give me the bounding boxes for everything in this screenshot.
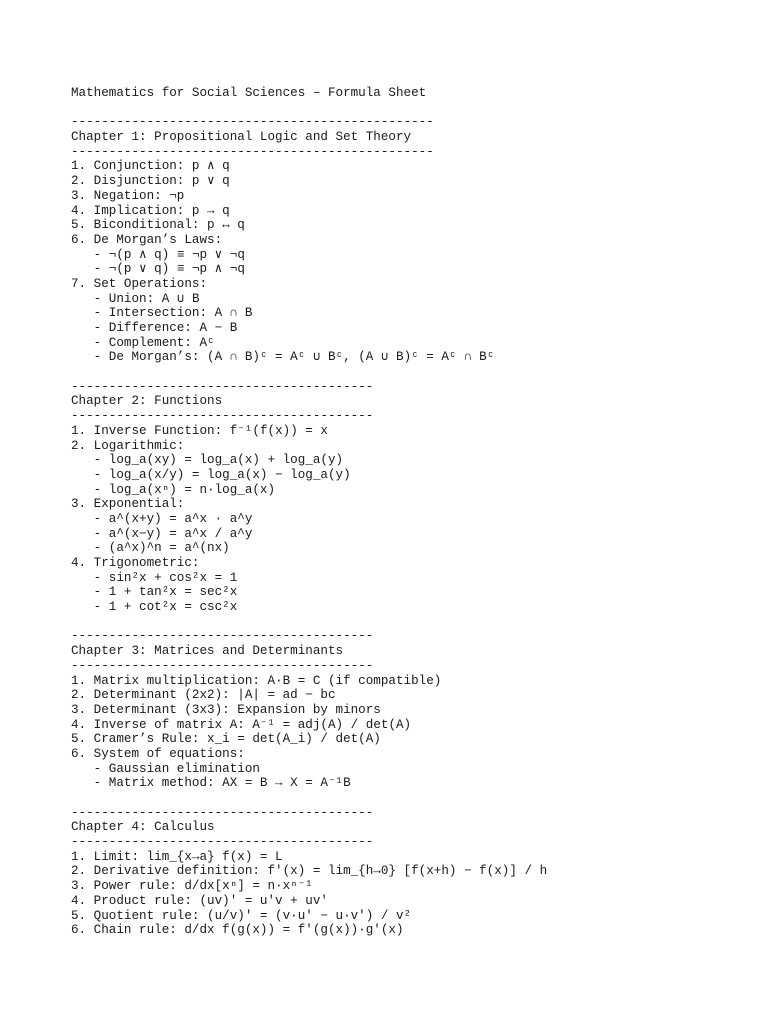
formula-item: 3. Determinant (3x3): Expansion by minors bbox=[71, 702, 381, 717]
sub-item: - Complement: Aᶜ bbox=[71, 335, 215, 350]
formula-item: 2. Derivative definition: f'(x) = lim_{h→0} [f(x+h) − f(x)] / h bbox=[71, 864, 548, 879]
chapter-heading: Chapter 2: Functions bbox=[71, 394, 223, 409]
sub-item: - ¬(p ∧ q) ≡ ¬p ∨ ¬q bbox=[71, 247, 245, 262]
formula-item: 6. System of equations: bbox=[71, 746, 245, 761]
formula-item: 3. Exponential: bbox=[71, 497, 185, 512]
sub-item: - ¬(p ∨ q) ≡ ¬p ∧ ¬q bbox=[71, 262, 245, 277]
sub-item: - De Morgan’s: (A ∩ B)ᶜ = Aᶜ ∪ Bᶜ, (A ∪ B)ᶜ = Aᶜ ∩ Bᶜ bbox=[71, 350, 495, 365]
spacer bbox=[71, 615, 751, 630]
formula-item: 2. Disjunction: p ∨ q bbox=[71, 174, 230, 189]
divider-rule: ---------------------------------------- bbox=[71, 379, 374, 394]
sub-item: - log_a(xy) = log_a(x) + log_a(y) bbox=[71, 453, 344, 468]
formula-item: 3. Negation: ¬p bbox=[71, 188, 185, 203]
sub-item: - log_a(x/y) = log_a(x) − log_a(y) bbox=[71, 467, 351, 482]
formula-item: 4. Product rule: (uv)' = u'v + uv' bbox=[71, 893, 328, 908]
sub-item: - a^(x−y) = a^x / a^y bbox=[71, 526, 253, 541]
sub-item: - Gaussian elimination bbox=[71, 761, 260, 776]
sub-item: - (a^x)^n = a^(nx) bbox=[71, 541, 230, 556]
formula-item: 5. Cramer’s Rule: x_i = det(A_i) / det(A) bbox=[71, 732, 381, 747]
sub-item: - log_a(xⁿ) = n·log_a(x) bbox=[71, 482, 276, 497]
sub-item: - Difference: A − B bbox=[71, 321, 238, 335]
chapter-section bbox=[71, 629, 751, 805]
sub-item: - Matrix method: AX = B → X = A⁻¹B bbox=[71, 776, 351, 791]
formula-item: 6. Chain rule: d/dx f(g(x)) = f'(g(x))·g'(x) bbox=[71, 923, 404, 938]
document-title: Mathematics for Social Sciences – Formula Sheet bbox=[71, 86, 427, 100]
divider-rule: ---------------------------------------- bbox=[71, 835, 374, 850]
divider-rule: ---------------------------------------- bbox=[71, 409, 374, 424]
sub-item: - Union: A ∪ B bbox=[71, 291, 200, 306]
formula-item: 1. Matrix multiplication: A·B = C (if compatible) bbox=[71, 673, 442, 688]
formula-item: 1. Limit: lim_{x→a} f(x) = L bbox=[71, 849, 283, 864]
chapter-section bbox=[71, 115, 751, 379]
divider-rule: ---------------------------------------- bbox=[71, 805, 374, 820]
chapter-section bbox=[71, 380, 751, 630]
chapter-heading: Chapter 4: Calculus bbox=[71, 820, 215, 835]
formula-item: 2. Determinant (2x2): |A| = ad − bc bbox=[71, 688, 336, 703]
sub-item: - a^(x+y) = a^x · a^y bbox=[71, 511, 253, 526]
sub-item: - 1 + tan²x = sec²x bbox=[71, 585, 238, 600]
formula-item: 3. Power rule: d/dx[xⁿ] = n·xⁿ⁻¹ bbox=[71, 879, 313, 894]
formula-item: 2. Logarithmic: bbox=[71, 438, 185, 453]
sections-container bbox=[71, 115, 751, 938]
formula-item: 7. Set Operations: bbox=[71, 276, 208, 291]
divider-rule: ---------------------------------------- bbox=[71, 658, 374, 673]
divider-rule: ---------------------------------------- bbox=[71, 629, 374, 644]
formula-item: 6. De Morgan’s Laws: bbox=[71, 232, 223, 247]
spacer bbox=[71, 365, 751, 380]
sub-item: - sin²x + cos²x = 1 bbox=[71, 570, 238, 585]
formula-item: 4. Inverse of matrix A: A⁻¹ = adj(A) / det(A) bbox=[71, 717, 412, 732]
sub-item: - Intersection: A ∩ B bbox=[71, 306, 253, 321]
formula-sheet bbox=[71, 86, 751, 938]
formula-item: 1. Inverse Function: f⁻¹(f(x)) = x bbox=[71, 423, 328, 438]
chapter-heading: Chapter 1: Propositional Logic and Set Theory bbox=[71, 130, 412, 145]
formula-item: 4. Implication: p → q bbox=[71, 203, 230, 218]
formula-item: 5. Quotient rule: (u/v)' = (v·u' − u·v') / v² bbox=[71, 908, 412, 923]
chapter-heading: Chapter 3: Matrices and Determinants bbox=[71, 644, 344, 659]
formula-item: 5. Biconditional: p ↔ q bbox=[71, 218, 245, 233]
spacer bbox=[71, 101, 751, 116]
spacer bbox=[71, 791, 751, 806]
sub-item: - 1 + cot²x = csc²x bbox=[71, 600, 238, 615]
formula-item: 1. Conjunction: p ∧ q bbox=[71, 159, 230, 174]
chapter-section bbox=[71, 806, 751, 938]
formula-item: 4. Trigonometric: bbox=[71, 556, 200, 570]
divider-rule: ------------------------------------------------ bbox=[71, 115, 434, 130]
divider-rule: ------------------------------------------------ bbox=[71, 144, 434, 159]
